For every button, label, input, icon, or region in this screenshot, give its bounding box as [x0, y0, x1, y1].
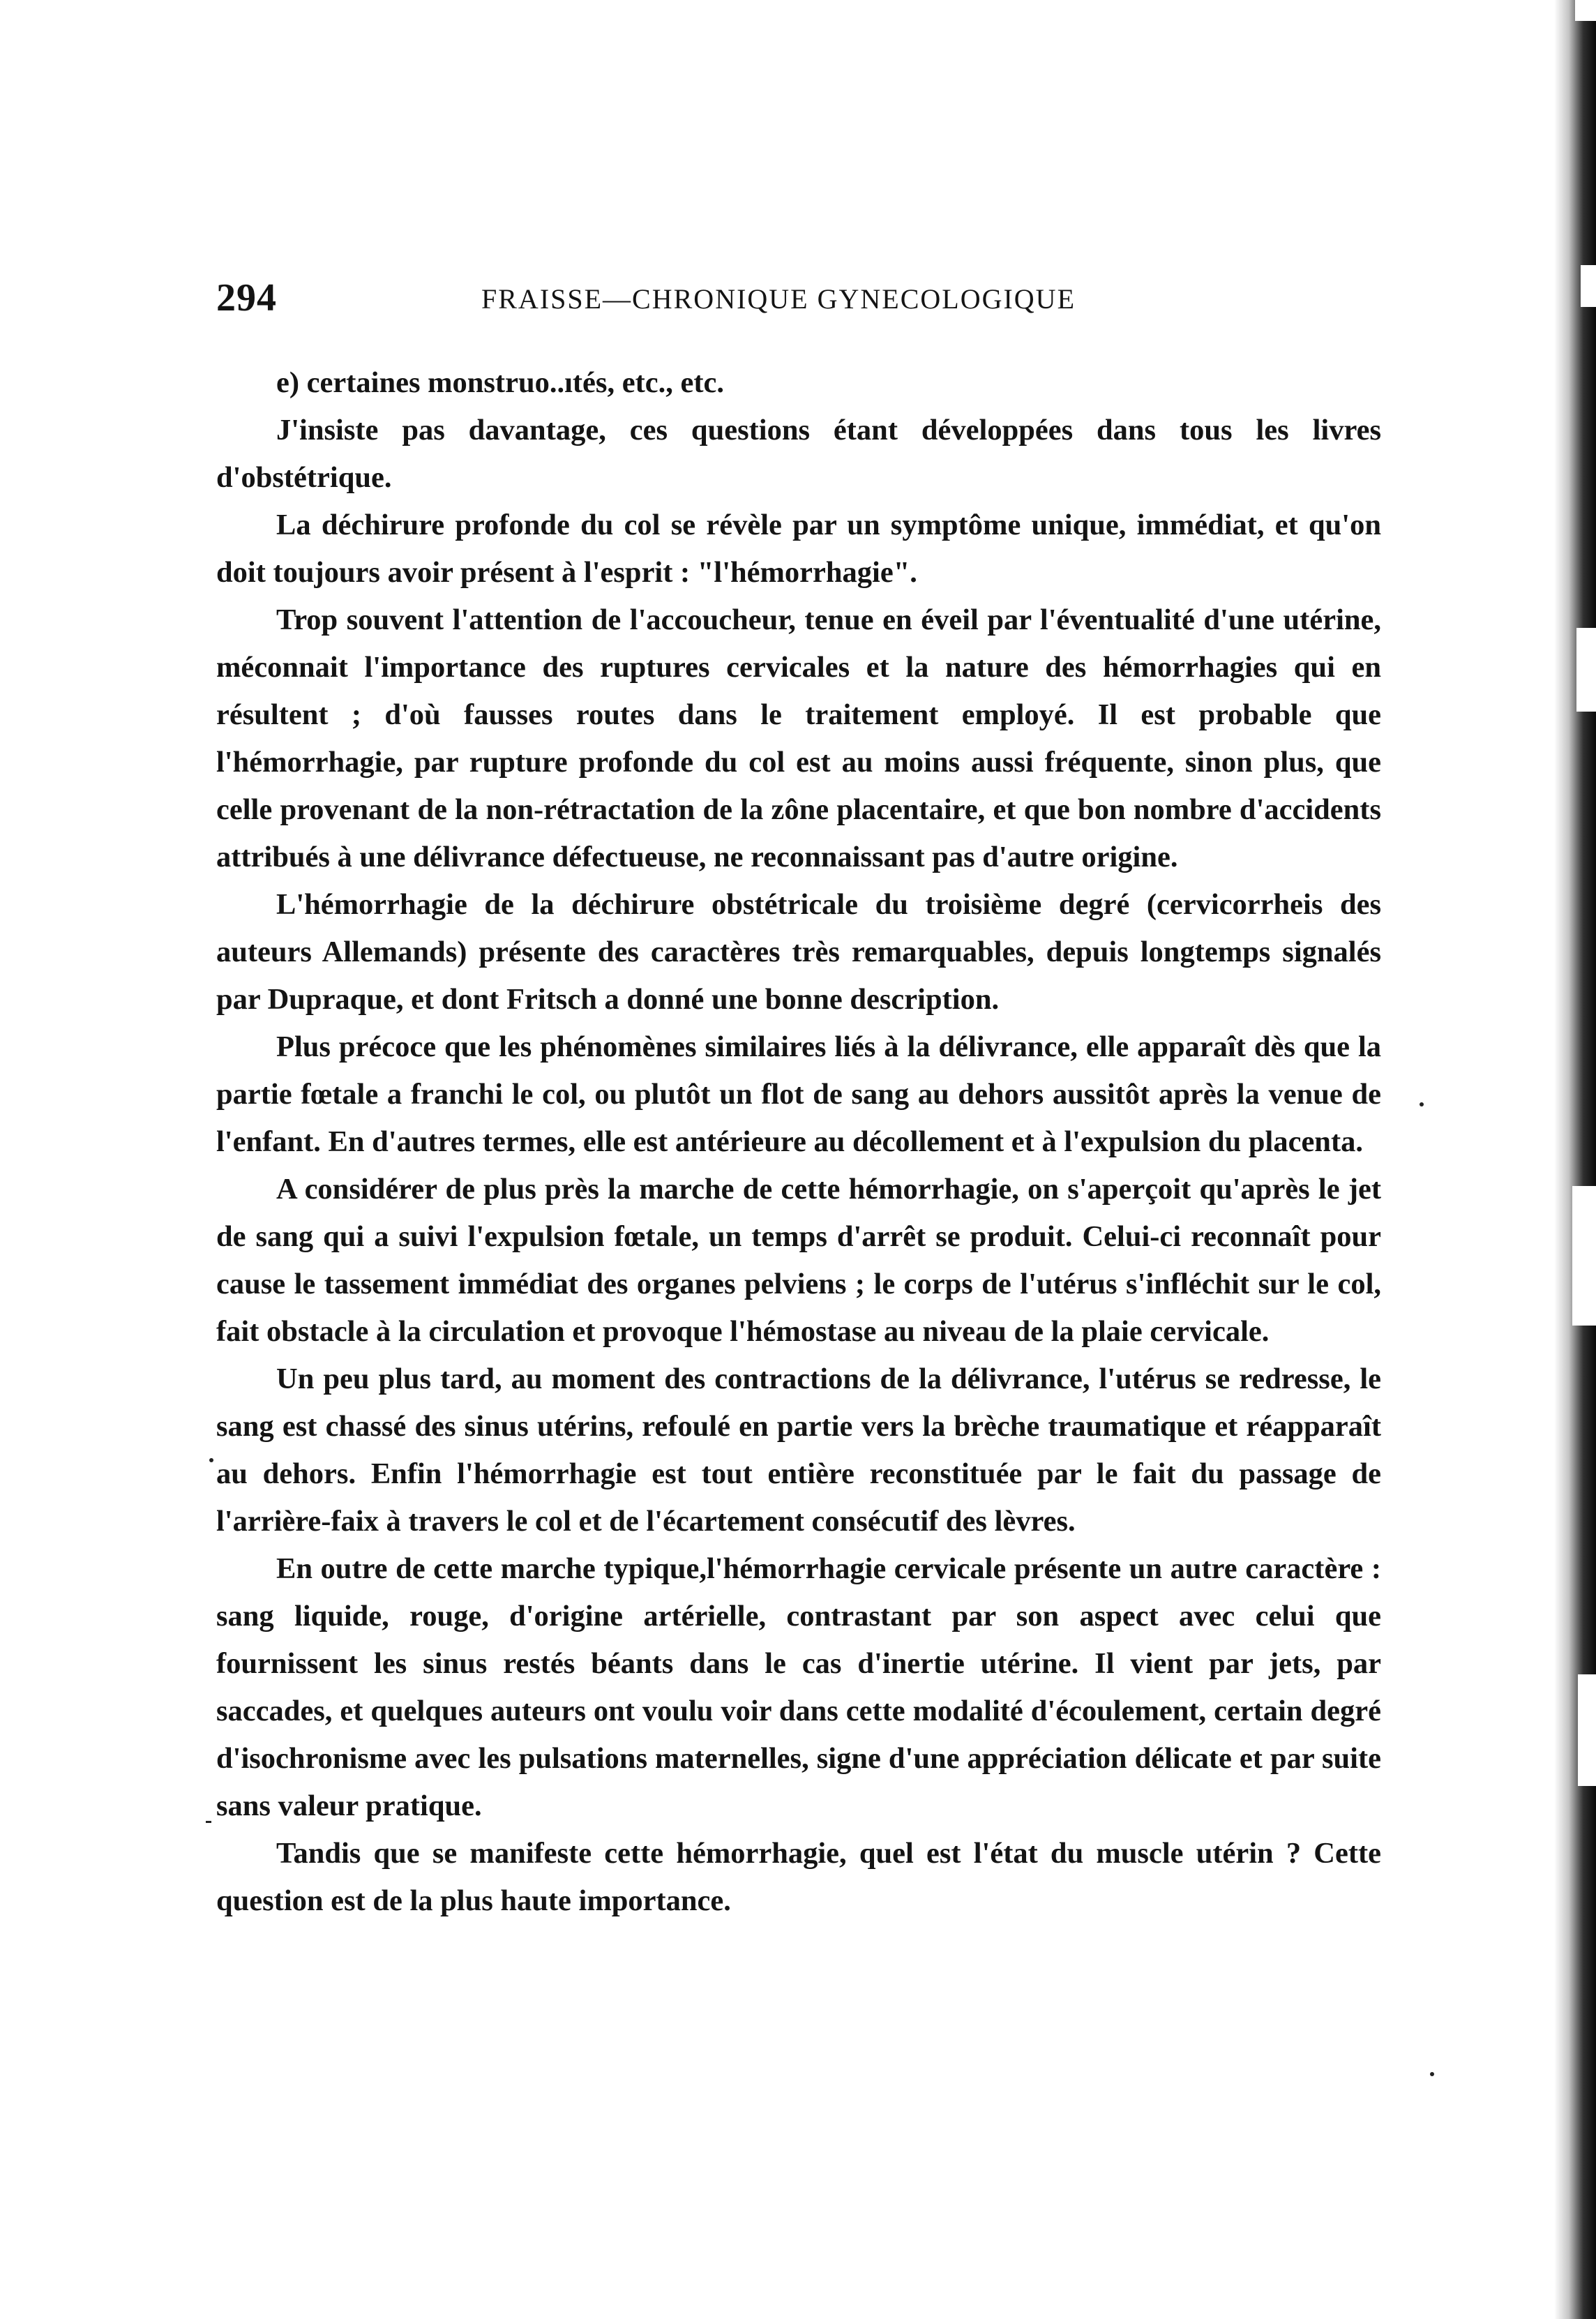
paragraph: Un peu plus tard, au moment des contractions de la délivrance, l'utérus se redresse, le sang est chassé des sinus utérins, refoulé en partie vers la brèche traumatique et réapparaît au dehors. Enfin l'hémorrhagie est tout entière reconstituée par le fait du passage de l'arrière-faix à travers le col et de l'écartement consécutif des lèvres. — [216, 1363, 1381, 1538]
page-number: 294 — [216, 276, 277, 320]
paragraph: Plus précoce que les phénomènes similaires liés à la délivrance, elle apparaît dès que la partie fœtale a franchi le col, ou plutôt un flot de sang au dehors aussitôt après la venue de l'enfant. En d'autres termes, elle est antérieure au décollement et à l'expulsion du placenta. — [216, 1030, 1381, 1158]
ink-speck — [206, 1821, 211, 1823]
paragraph: L'hémorrhagie de la déchirure obstétricale du troisième degré (cervicorrheis des auteurs Allemands) présente des caractères très remarquables, depuis longtemps signalés par Dupraque, et dont Fritsch a donné une bonne description. — [216, 888, 1381, 1016]
paragraph: La déchirure profonde du col se révèle par un symptôme unique, immédiat, et qu'on doit toujours avoir présent à l'esprit : "l'hémorrhagie". — [216, 509, 1381, 589]
paragraph-list-item: e) certaines monstruo..ıtés, etc., etc. — [276, 366, 724, 399]
paragraph: Tandis que se manifeste cette hémorrhagie, quel est l'état du muscle utérin ? Cette question est de la plus haute importance. — [216, 1837, 1381, 1917]
running-title: FRAISSE—CHRONIQUE GYNECOLOGIQUE — [481, 283, 1076, 315]
paragraph: J'insiste pas davantage, ces questions étant développées dans tous les livres d'obstétrique. — [216, 414, 1381, 494]
ink-speck — [209, 1458, 213, 1462]
running-head — [216, 276, 1207, 324]
paragraph: En outre de cette marche typique,l'hémorrhagie cervicale présente un autre caractère : sang liquide, rouge, d'origine artérielle, contrastant par son aspect avec celui que fournissent les sinus restés béants dans le cas d'inertie utérine. Il vient par jets, par saccades, et quelques auteurs ont voulu voir dans cette modalité d'écoulement, certain degré d'isochronisme avec les pulsations maternelles, signe d'une appréciation délicate et par suite sans valeur pratique. — [216, 1552, 1381, 1822]
paragraph: A considérer de plus près la marche de cette hémorrhagie, on s'aperçoit qu'après le jet de sang qui a suivi l'expulsion fœtale, un temps d'arrêt se produit. Celui-ci reconnaît pour cause le tassement immédiat des organes pelviens ; le corps de l'utérus s'infléchit sur le col, fait obstacle à la circulation et provoque l'hémostase au niveau de la plaie cervicale. — [216, 1173, 1381, 1348]
ink-speck — [1420, 1102, 1424, 1106]
binding-edge-shadow — [1554, 0, 1596, 2319]
ink-speck — [1430, 2072, 1434, 2076]
paragraph: Trop souvent l'attention de l'accoucheur, tenue en éveil par l'éventualité d'une utérine, méconnait l'importance des ruptures cervicales et la nature des hémorrhagies qui en résultent ; d'où fausses routes dans le traitement employé. Il est probable que l'hémorrhagie, par rupture profonde du col est au moins aussi fréquente, sinon plus, que celle provenant de la non-rétractation de la zône placentaire, et que bon nombre d'accidents attribués à une délivrance défectueuse, ne reconnaissant pas d'autre origine. — [216, 603, 1381, 873]
body-text — [216, 359, 1381, 1925]
